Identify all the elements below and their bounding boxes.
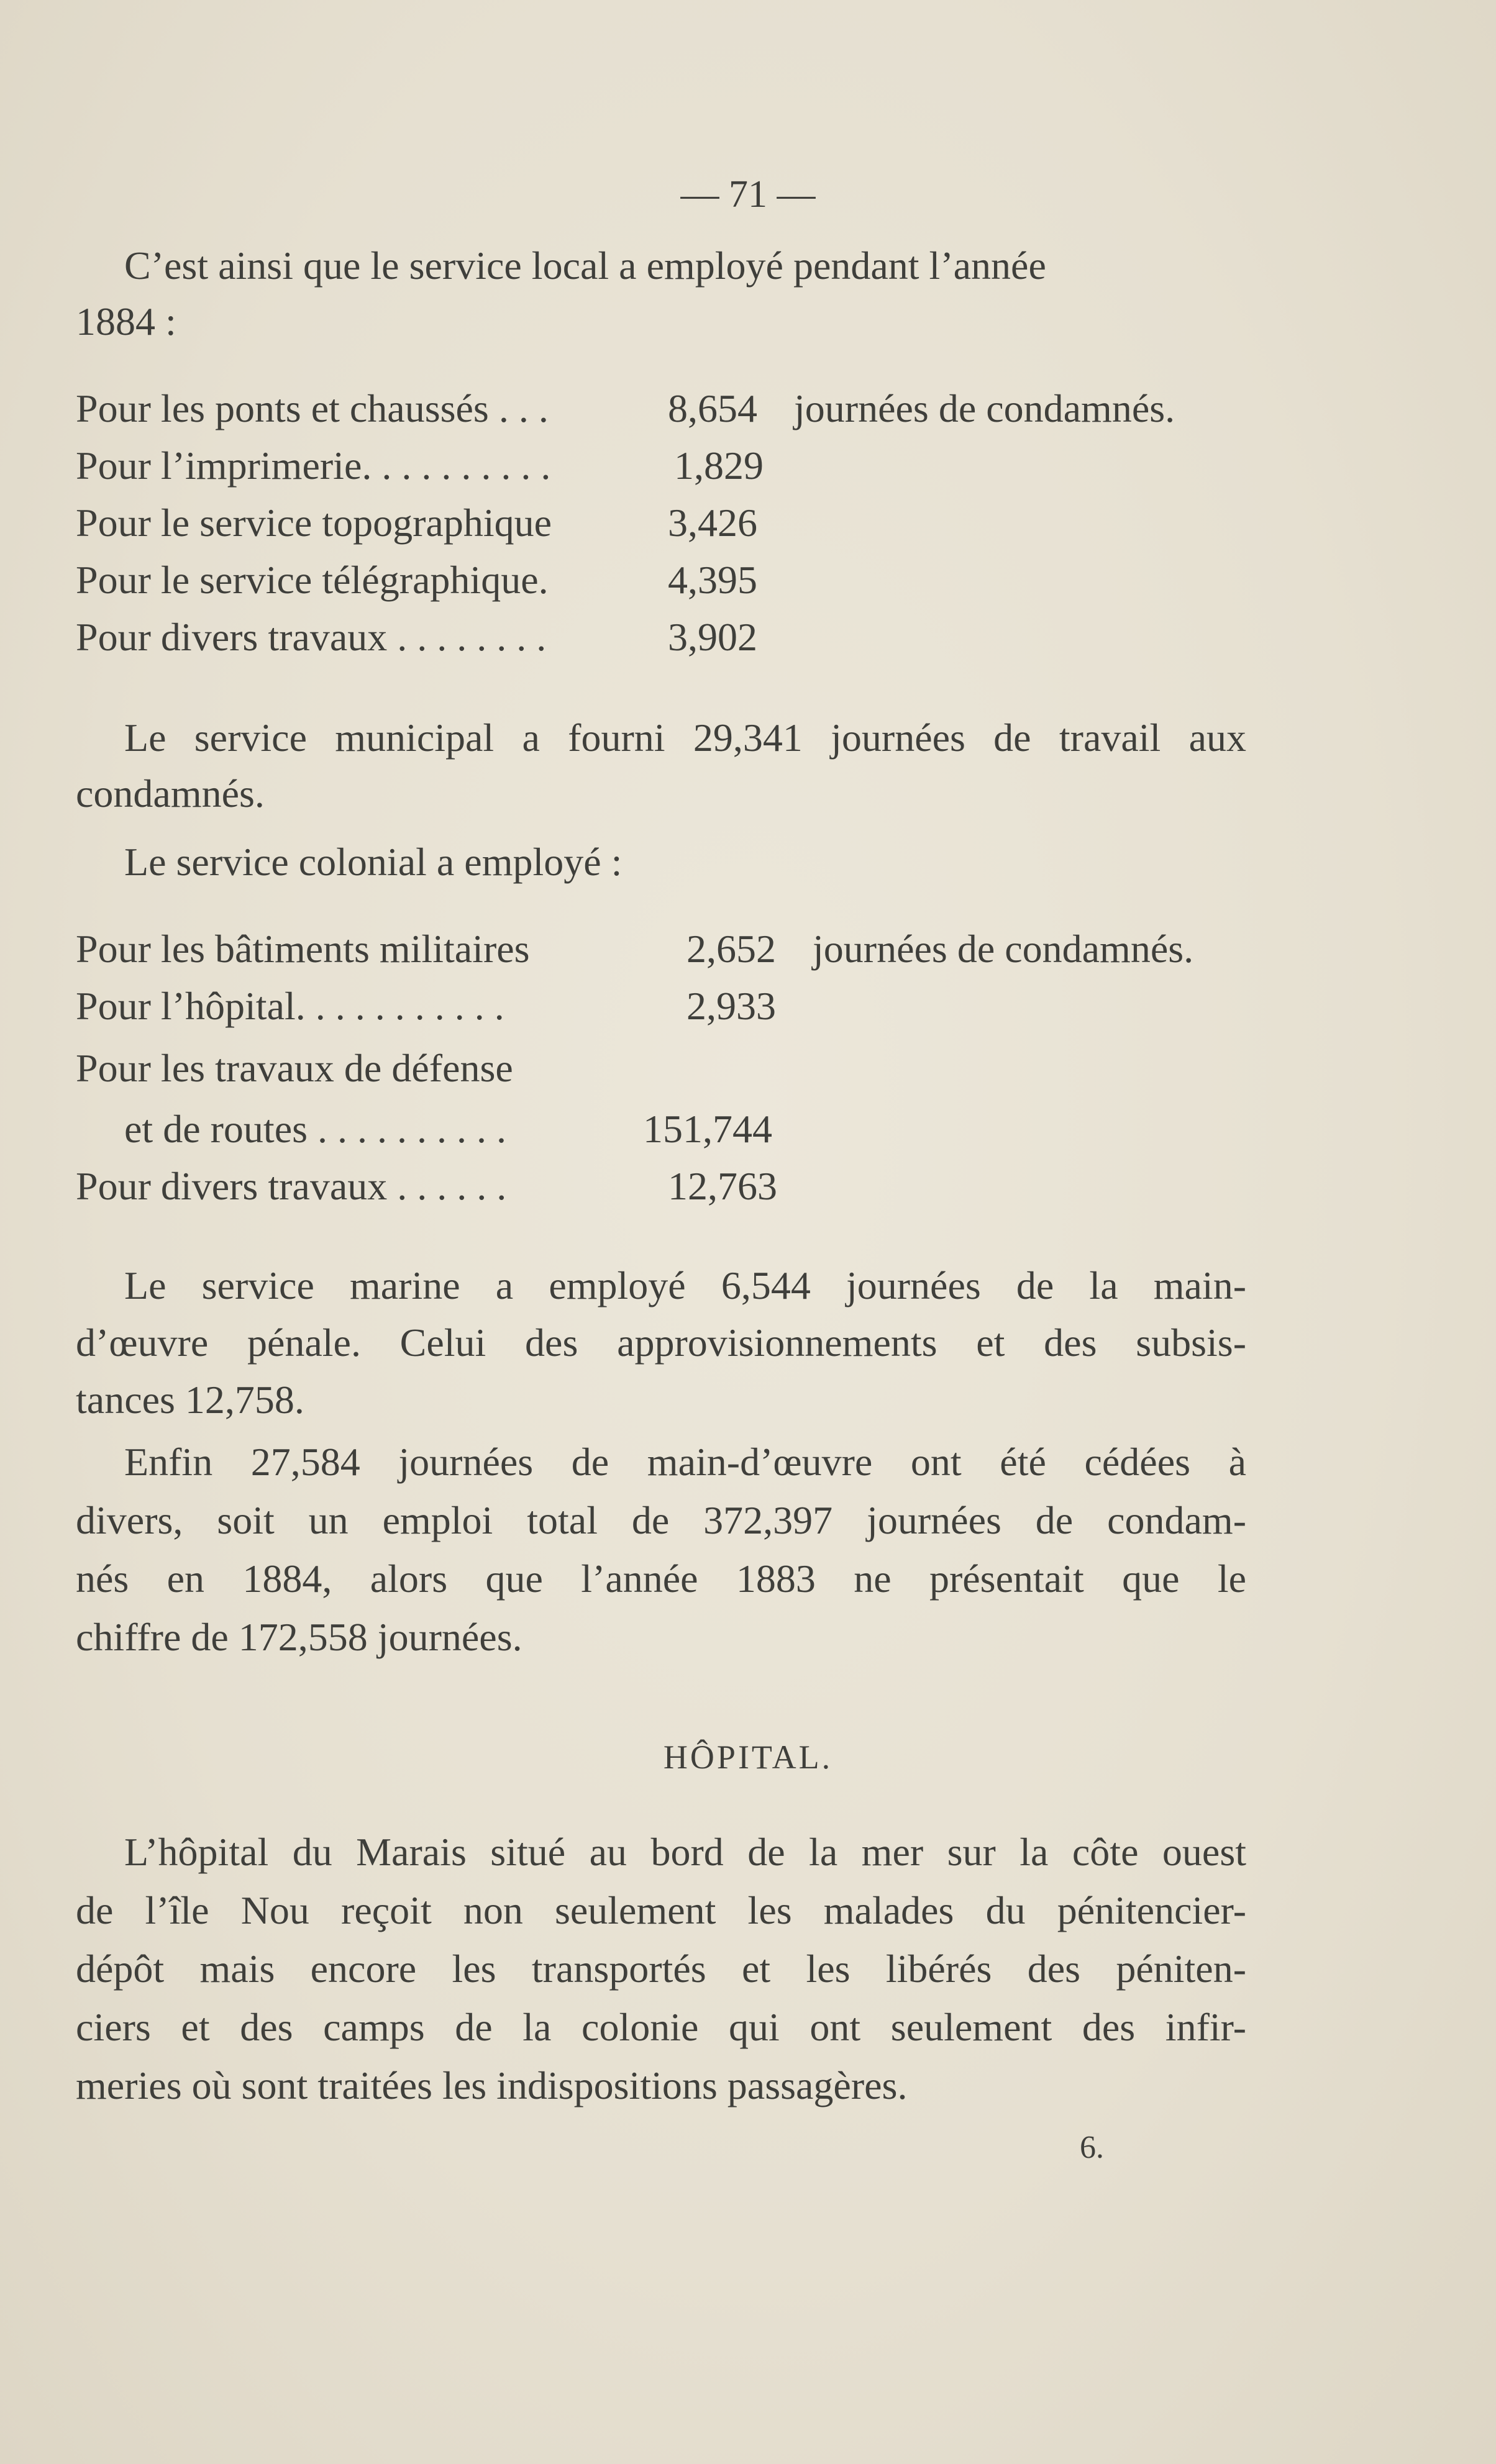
- row-label: Pour les ponts et chaussés . . .: [76, 386, 549, 430]
- marine-line-2: d’œuvre pénale. Celui des approvisionnements et des subsis-: [76, 1321, 1246, 1365]
- colonial-intro: Le service colonial a employé :: [124, 840, 623, 884]
- signature-mark: 6.: [1080, 2130, 1104, 2165]
- page-number: — 71 —: [680, 173, 816, 216]
- hopital-line-4: ciers et des camps de la colonie qui ont seulement des infir-: [76, 2005, 1246, 2049]
- hopital-line-5: meries où sont traitées les indispositions passagères.: [76, 2063, 908, 2107]
- intro-line-2: 1884 :: [76, 299, 176, 343]
- municipal-line-2: condamnés.: [76, 771, 265, 816]
- marine-line-3: tances 12,758.: [76, 1378, 304, 1422]
- row-value: 4,395: [668, 558, 757, 602]
- row-unit: journées de condamnés.: [813, 927, 1194, 971]
- row-value: 2,933: [686, 984, 776, 1028]
- row-value: 2,652: [686, 927, 776, 971]
- section-heading: HÔPITAL.: [663, 1739, 833, 1776]
- row-label: et de routes . . . . . . . . . .: [124, 1107, 506, 1151]
- marine-line-1: Le service marine a employé 6,544 journées de la main-: [124, 1263, 1246, 1307]
- row-label: Pour les travaux de défense: [76, 1046, 513, 1090]
- row-label: Pour l’hôpital. . . . . . . . . . .: [76, 984, 504, 1028]
- enfin-line-2: divers, soit un emploi total de 372,397 journées de condam-: [76, 1498, 1246, 1542]
- row-value: 1,829: [674, 443, 764, 488]
- hopital-line-1: L’hôpital du Marais situé au bord de la mer sur la côte ouest: [124, 1830, 1246, 1874]
- row-label: Pour le service télégraphique.: [76, 558, 549, 602]
- hopital-line-2: de l’île Nou reçoit non seulement les malades du pénitencier-: [76, 1888, 1246, 1932]
- row-label: Pour divers travaux . . . . . .: [76, 1164, 507, 1208]
- hopital-line-3: dépôt mais encore les transportés et les libérés des péniten-: [76, 1947, 1246, 1991]
- enfin-line-4: chiffre de 172,558 journées.: [76, 1615, 522, 1659]
- enfin-line-3: nés en 1884, alors que l’année 1883 ne présentait que le: [76, 1557, 1246, 1601]
- row-value: 3,426: [668, 501, 757, 545]
- row-label: Pour divers travaux . . . . . . . .: [76, 615, 547, 659]
- row-value: 8,654: [668, 386, 757, 430]
- row-unit: journées de condamnés.: [794, 386, 1175, 430]
- row-value: 151,744: [643, 1107, 772, 1151]
- row-label: Pour l’imprimerie. . . . . . . . . .: [76, 443, 551, 488]
- intro-line-1: C’est ainsi que le service local a employé pendant l’année: [124, 243, 1046, 288]
- row-label: Pour le service topographique: [76, 501, 552, 545]
- row-value: 12,763: [668, 1164, 777, 1208]
- municipal-line-1: Le service municipal a fourni 29,341 journées de travail aux: [124, 716, 1246, 760]
- row-value: 3,902: [668, 615, 757, 659]
- enfin-line-1: Enfin 27,584 journées de main-d’œuvre ont été cédées à: [124, 1440, 1246, 1484]
- row-label: Pour les bâtiments militaires: [76, 927, 530, 971]
